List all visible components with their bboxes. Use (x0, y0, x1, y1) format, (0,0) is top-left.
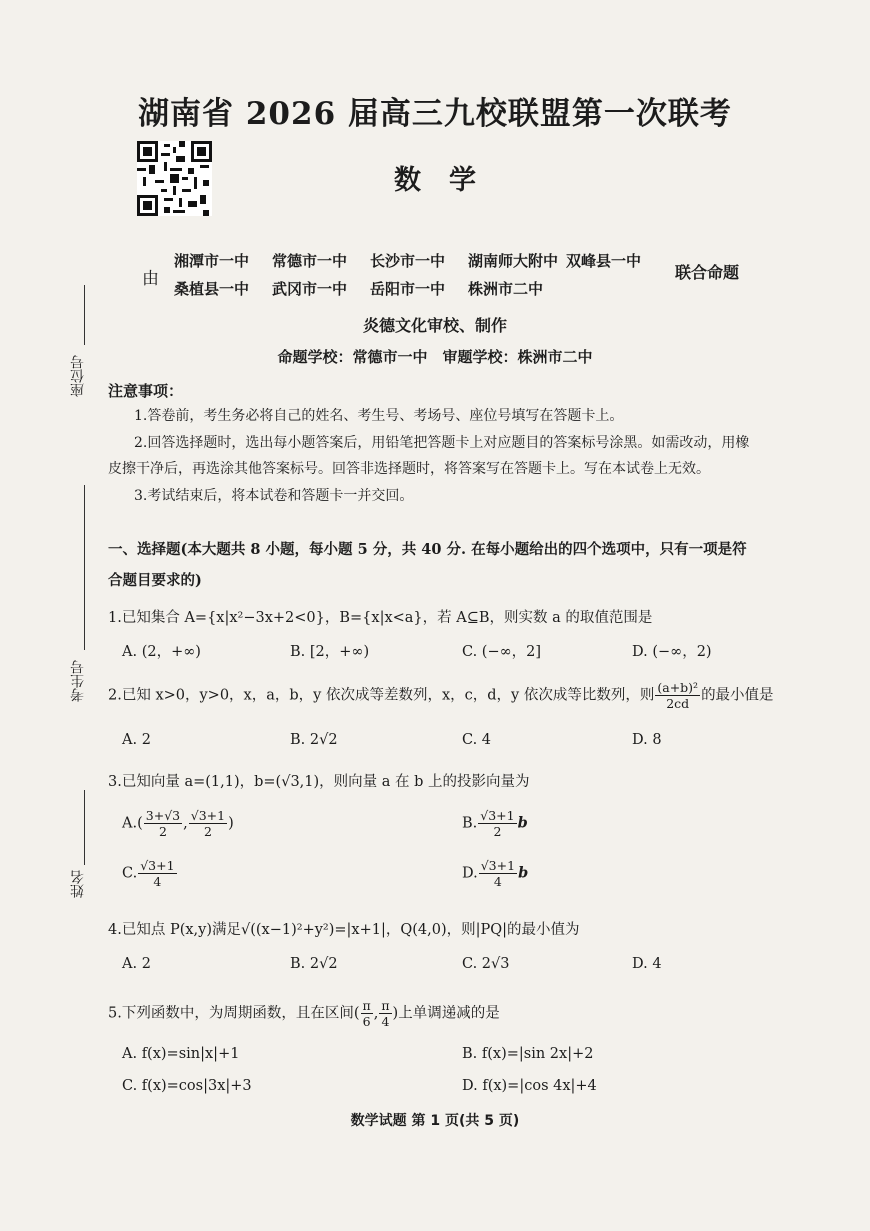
q3-c-frac (138, 858, 176, 889)
exam-no-label: 考生号 (70, 660, 86, 702)
q2-frac-den: 2cd (666, 696, 690, 711)
section-heading (108, 534, 768, 596)
q3-option-b[interactable] (462, 808, 528, 839)
q3-a-frac-1 (144, 808, 182, 839)
q3-d-suffix: b (518, 864, 529, 882)
q3-b-label: B. (462, 815, 478, 832)
q3-b-num: √3+1 (480, 808, 515, 823)
question-4-stem: 4.已知点 P(x,y)满足√((x−1)²+y²)=|x+1|，Q(4,0)，则|PQ|的最小值为 (108, 922, 580, 938)
exam-no-line (84, 485, 85, 650)
joint-label: 联合命题 (675, 263, 740, 282)
q2-option-d[interactable]: D. 8 (632, 732, 662, 748)
q3-a-frac-2 (189, 808, 227, 839)
q5-option-b[interactable]: B. f(x)=|sin 2x|+2 (462, 1046, 594, 1062)
q4-option-b[interactable]: B. 2√2 (290, 956, 338, 972)
q3-a-num-1: 3+√3 (145, 808, 181, 823)
page-footer: 数学试题 第 1 页(共 5 页) (350, 1113, 520, 1129)
q5-option-d[interactable]: D. f(x)=|cos 4x|+4 (462, 1078, 597, 1094)
q3-d-label: D. (462, 865, 478, 882)
q3-d-num: √3+1 (480, 858, 516, 873)
school-name: 长沙市一中 (370, 251, 446, 270)
school-name: 武冈市一中 (272, 279, 348, 298)
q2-option-b[interactable]: B. 2√2 (290, 732, 338, 748)
q1-option-a[interactable]: A. (2，+∞) (122, 644, 201, 660)
seat-label: 座位号 (70, 355, 86, 397)
maker-line: 炎德文化审校、制作 (362, 316, 507, 335)
exam-title: 湖南省 2026 届高三九校联盟第一次联考 (138, 96, 732, 132)
school-name: 湘潭市一中 (174, 251, 250, 270)
school-name: 湖南师大附中 (468, 251, 559, 270)
school-name: 株洲市二中 (468, 279, 544, 298)
school-list (174, 246, 664, 302)
q3-b-suffix: b (517, 814, 528, 832)
school-name: 岳阳市一中 (370, 279, 446, 298)
q2-stem-post: 的最小值是 (701, 687, 774, 704)
question-5-stem: 5.下列函数中，为周期函数，且在区间( $\frac{\pi}{6}$ , $\frac{\pi}{4}$ )上单调递减的是 (108, 998, 500, 1029)
subject-title: 数学 (394, 165, 504, 196)
q5-frac2-den: 4 (381, 1014, 390, 1029)
name-line (84, 790, 85, 865)
school-name: 双峰县一中 (566, 251, 642, 270)
question-2-stem (108, 680, 774, 711)
section-line-1: 一、选择题(本大题共 8 小题，每小题 5 分，共 40 分. 在每小题给出的四个选项中，只有一项是符 (108, 541, 747, 558)
proposer-line: 命题学校：常德市一中 审题学校：株洲市二中 (277, 348, 593, 366)
note-item: 1.答卷前，考生务必将自己的姓名、考生号、考场号、座位号填写在答题卡上。 (134, 408, 624, 424)
school-row-1 (174, 246, 664, 274)
q5-option-c[interactable]: C. f(x)=cos|3x|+3 (122, 1078, 252, 1094)
q5-frac2-num: π (381, 998, 390, 1013)
q3-c-den: 4 (153, 874, 162, 889)
q1-option-b[interactable]: B. [2，+∞) (290, 644, 370, 660)
q2-option-a[interactable]: A. 2 (122, 732, 151, 748)
q3-a-num-2: √3+1 (190, 808, 226, 823)
q4-option-d[interactable]: D. 4 (632, 956, 662, 972)
q4-option-a[interactable]: A. 2 (122, 956, 151, 972)
q3-c-label: C. (122, 865, 138, 882)
q4-option-c[interactable]: C. 2√3 (462, 956, 510, 972)
by-label: 由 (142, 269, 159, 289)
q5-frac-1 (361, 998, 373, 1029)
school-name: 桑植县一中 (174, 279, 250, 298)
q5-frac-2 (379, 998, 391, 1029)
q2-fraction (655, 680, 700, 711)
notes-heading: 注意事项： (108, 382, 184, 400)
note-item: 皮擦干净后，再选涂其他答案标号。回答非选择题时，将答案写在答题卡上。写在本试卷上无效。 (108, 461, 710, 477)
school-name: 常德市一中 (272, 251, 348, 270)
section-line-2: 合题目要求的) (108, 572, 202, 589)
note-item: 3.考试结束后，将本试卷和答题卡一并交回。 (134, 488, 414, 504)
q5-frac1-num: π (362, 998, 371, 1013)
q3-d-den: 4 (493, 874, 502, 889)
q5-frac1-den: 6 (362, 1014, 371, 1029)
q3-option-d[interactable] (462, 858, 528, 889)
q3-b-frac (478, 808, 516, 839)
q3-a-den-1: 2 (158, 824, 167, 839)
q3-option-c[interactable] (122, 858, 178, 889)
q2-stem-pre: 2.已知 x>0，y>0，x，a，b，y 依次成等差数列，x，c，d，y 依次成等比数列，则 (108, 687, 655, 704)
q5-option-a[interactable]: A. f(x)=sin|x|+1 (122, 1046, 240, 1062)
q3-b-den: 2 (493, 824, 502, 839)
q5-stem-post: )上单调递减的是 (392, 1005, 500, 1022)
q2-option-c[interactable]: C. 4 (462, 732, 492, 748)
q1-option-d[interactable]: D. (−∞，2) (632, 644, 712, 660)
q3-option-a[interactable]: A.( $\frac{3+√3}{2}$ , $\frac{√3+1}{2}$ ) (122, 808, 234, 839)
name-label: 姓名 (70, 870, 86, 898)
q3-d-frac (479, 858, 517, 889)
q5-stem-pre: 5.下列函数中，为周期函数，且在区间( (108, 1005, 360, 1022)
question-1-stem: 1.已知集合 A={x|x²−3x+2<0}，B={x|x<a}，若 A⊆B，则实数 a 的取值范围是 (108, 610, 653, 626)
school-row-2 (174, 274, 664, 302)
q1-option-c[interactable]: C. (−∞，2] (462, 644, 542, 660)
q2-frac-num: (a+b)² (657, 680, 699, 695)
q3-a-den-2: 2 (203, 824, 212, 839)
question-3-stem: 3.已知向量 a=(1,1)，b=(√3,1)，则向量 a 在 b 上的投影向量为 (108, 774, 530, 790)
q3-a-label: A. (122, 815, 138, 832)
q3-c-num: √3+1 (140, 858, 175, 873)
note-item: 2.回答选择题时，选出每小题答案后，用铅笔把答题卡上对应题目的答案标号涂黑。如需改动，用橡 (134, 435, 750, 451)
